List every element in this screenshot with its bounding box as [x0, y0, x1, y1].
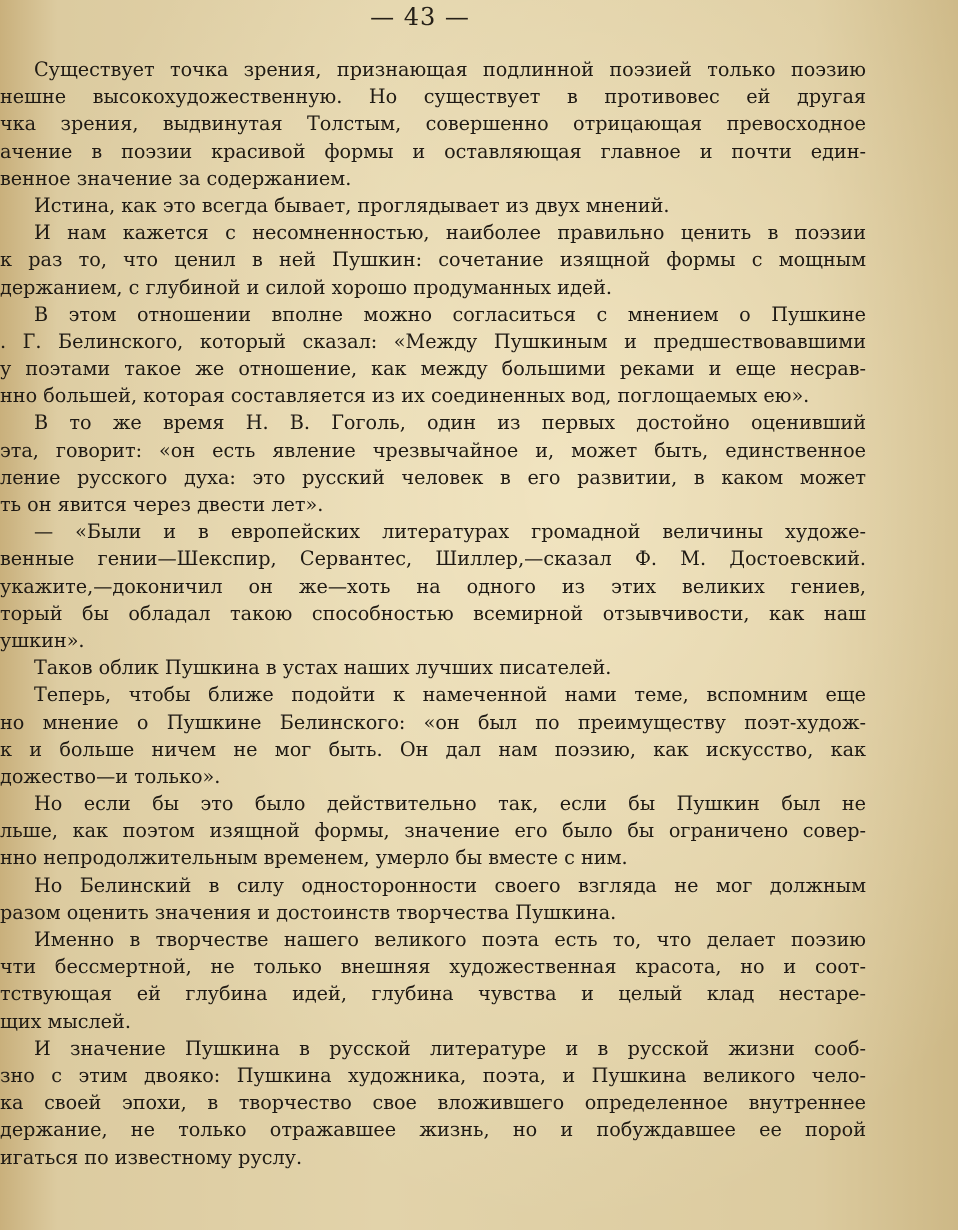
text-line: Именно в творчестве нашего великого поэта есть то, что делает поэзию [34, 928, 866, 951]
text-line: держанием, с глубиной и силой хорошо продуманных идей. [0, 275, 612, 299]
text-line: Теперь, чтобы ближе подойти к намеченной нами теме, вспомним еще [34, 683, 866, 707]
text-line: к и больше ничем не мог быть. Он дал нам поэзию, как искусство, как [0, 737, 866, 761]
text-line: Но Белинский в силу односторонности своего взгляда не мог должным [34, 873, 866, 897]
text-line: игаться по известному руслу. [0, 1145, 303, 1169]
text-line: нно непродолжительным временем, умерло бы вместе с ним. [0, 846, 628, 870]
text-block [0, 56, 866, 1171]
text-line: В этом отношении вполне можно согласиться с мнением о Пушкине [34, 302, 866, 326]
page-number: — 43 — [370, 3, 470, 31]
text-line: чка зрения, выдвинутая Толстым, совершенно отрицающая превосходное [0, 112, 866, 136]
text-line: В то же время Н. В. Гоголь, один из первых достойно оценивший [34, 411, 866, 435]
text-line: венное значение за содержанием. [0, 166, 352, 190]
text-line: Таков облик Пушкина в устах наших лучших писателей. [34, 656, 612, 680]
text-line: тствующая ей глубина идей, глубина чувства и целый клад нестаре- [0, 982, 866, 1006]
text-line: льше, как поэтом изящной формы, значение его было бы ограничено совер- [0, 819, 866, 843]
text-line: разом оценить значения и достоинств творчества Пушкина. [0, 900, 617, 924]
text-line: — «Были и в европейских литературах громадной величины художе- [34, 520, 866, 544]
text-line: дожество—и только». [0, 764, 221, 788]
text-line: нешне высокохудожественную. Но существует в противовес ей другая [0, 85, 866, 109]
text-line: ушкин». [0, 628, 85, 652]
text-line: держание, не только отражавшее жизнь, но и побуждавшее ее порой [0, 1118, 866, 1142]
text-line: Существует точка зрения, признающая подлинной поэзией только поэзию [34, 58, 866, 81]
text-line: Но если бы это было действительно так, если бы Пушкин был не [34, 792, 866, 816]
text-line: у поэтами такое же отношение, как между большими реками и еще несрав- [0, 357, 866, 381]
text-line: И значение Пушкина в русской литературе и в русской жизни сооб- [34, 1036, 866, 1060]
text-line: Истина, как это всегда бывает, проглядывает из двух мнений. [34, 193, 670, 217]
text-line: . Г. Белинского, который сказал: «Между Пушкиным и предшествовавшими [0, 329, 866, 353]
text-line: но мнение о Пушкине Белинского: «он был по преимуществу поэт-худож- [0, 710, 866, 734]
text-line: торый бы обладал такою способностью всемирной отзывчивости, как наш [0, 601, 866, 625]
text-line: ть он явится через двести лет». [0, 493, 324, 516]
text-line: И нам кажется с несомненностью, наиболее правильно ценить в поэзии [34, 221, 866, 245]
text-line: щих мыслей. [0, 1009, 131, 1033]
text-line: зно с этим двояко: Пушкина художника, поэта, и Пушкина великого чело- [0, 1063, 866, 1087]
text-line: нно большей, которая составляется из их соединенных вод, поглощаемых ею». [0, 384, 810, 408]
text-line: к раз то, что ценил в ней Пушкин: сочетание изящной формы с мощным [0, 248, 866, 272]
text-line: чти бессмертной, не только внешняя художественная красота, но и соот- [0, 955, 866, 979]
text-line: ка своей эпохи, в творчество свое вложившего определенное внутреннее [0, 1091, 866, 1115]
text-line: эта, говорит: «он есть явление чрезвычайное и, может быть, единственное [0, 438, 866, 462]
text-line: венные гении—Шекспир, Сервантес, Шиллер,—сказал Ф. М. Достоевский. [0, 547, 866, 571]
text-line: ачение в поэзии красивой формы и оставляющая главное и почти един- [0, 139, 866, 163]
text-line: укажите,—доконичил он же—хоть на одного из этих великих гениев, [0, 574, 866, 598]
text-line: ление русского духа: это русский человек в его развитии, в каком может [0, 465, 866, 489]
